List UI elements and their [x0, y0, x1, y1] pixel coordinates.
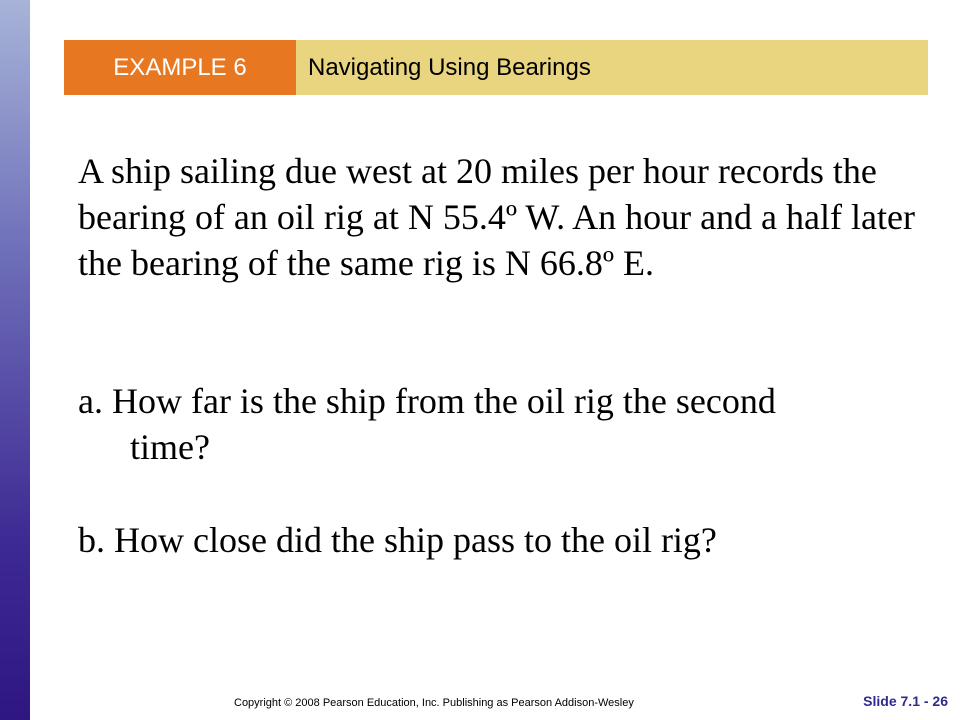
question-a-line-2: time? — [130, 427, 210, 467]
left-gradient-bar — [0, 0, 30, 720]
question-a — [78, 378, 928, 470]
example-header — [64, 40, 928, 95]
question-a-line-1: a. How far is the ship from the oil rig the second — [78, 381, 776, 421]
question-b: b. How close did the ship pass to the oil rig? — [78, 520, 717, 560]
example-label: EXAMPLE 6 — [64, 40, 296, 95]
slide-number: Slide 7.1 - 26 — [863, 693, 948, 709]
copyright-notice: Copyright © 2008 Pearson Education, Inc. Publishing as Pearson Addison-Wesley — [234, 697, 634, 709]
example-title: Navigating Using Bearings — [296, 40, 928, 95]
problem-statement: A ship sailing due west at 20 miles per hour records the bearing of an oil rig at N 55.4º W. An hour and a half later the bearing of the same rig is N 66.8º E. — [78, 151, 915, 283]
